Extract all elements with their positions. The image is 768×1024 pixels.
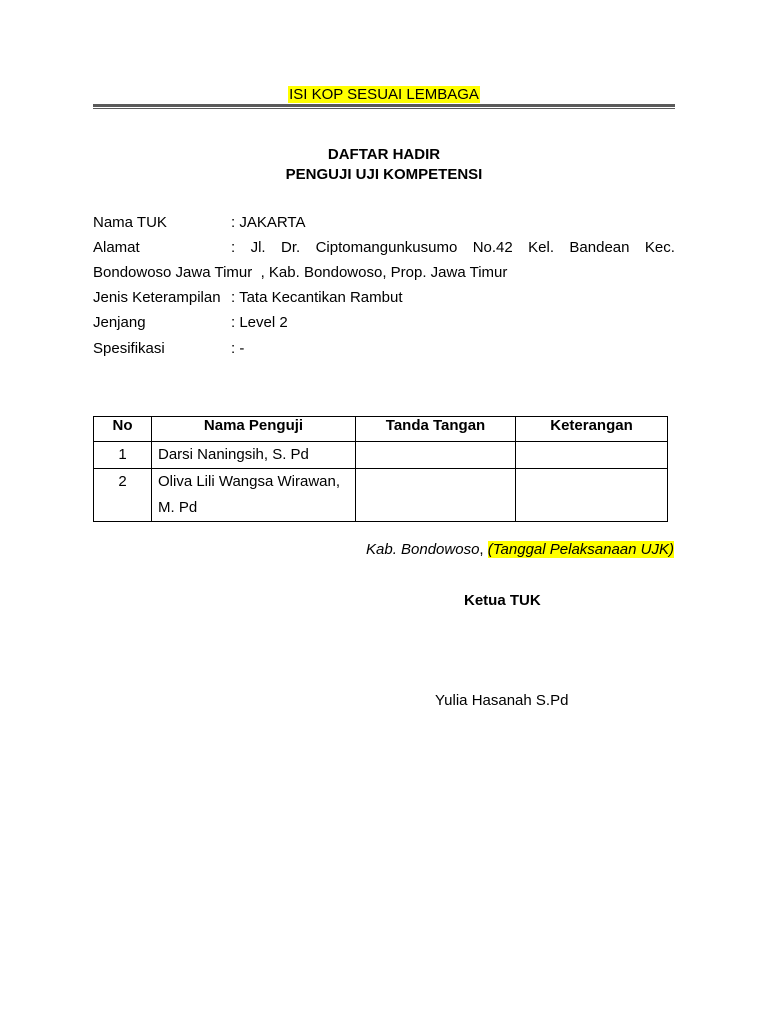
address-word: : (231, 239, 236, 256)
document-subtitle: PENGUJI UJI KOMPETENSI (285, 166, 483, 183)
signatory-role: Ketua TUK (464, 592, 541, 609)
spec-label: Spesifikasi (93, 340, 165, 357)
document-title: DAFTAR HADIR (327, 146, 441, 163)
letterhead-rule-thick (93, 104, 675, 107)
address-line-2: Bondowoso Jawa Timur , Kab. Bondowoso, Prop. Jawa Timur (93, 264, 508, 281)
cell-no: 1 (94, 442, 152, 469)
address-line-1 (231, 239, 675, 256)
spec-value: : - (231, 340, 245, 357)
cell-note (516, 469, 668, 522)
address-word: Kel. (528, 239, 555, 256)
col-header-no: No (94, 417, 152, 442)
level-value: : Level 2 (231, 314, 288, 331)
col-header-name: Nama Penguji (152, 417, 356, 442)
col-header-signature: Tanda Tangan (356, 417, 516, 442)
skill-label: Jenis Keterampilan (93, 289, 221, 306)
table-header-row (94, 417, 668, 442)
table-row (94, 442, 668, 469)
attendance-table (93, 416, 668, 522)
tuk-value: : JAKARTA (231, 214, 306, 231)
cell-name: Oliva Lili Wangsa Wirawan, M. Pd (152, 469, 356, 522)
letterhead (0, 86, 768, 103)
place-separator: , (479, 541, 488, 558)
address-label: Alamat (93, 239, 140, 256)
address-word: No.42 (472, 239, 513, 256)
address-word: Bandean (569, 239, 630, 256)
letterhead-placeholder: ISI KOP SESUAI LEMBAGA (289, 86, 479, 103)
address-word: Ciptomangunkusumo (315, 239, 458, 256)
level-label: Jenjang (93, 314, 146, 331)
address-word: Kec. (644, 239, 675, 256)
signatory-name: Yulia Hasanah S.Pd (435, 692, 569, 709)
tuk-label: Nama TUK (93, 214, 167, 231)
skill-value: : Tata Kecantikan Rambut (231, 289, 403, 306)
place-date-line (366, 541, 674, 558)
cell-name: Darsi Naningsih, S. Pd (152, 442, 356, 469)
date-placeholder: (Tanggal Pelaksanaan UJK) (487, 541, 674, 558)
address-word: Dr. (280, 239, 301, 256)
address-word: Jl. (250, 239, 266, 256)
info-row-address (93, 239, 675, 261)
letterhead-rule-thin (93, 108, 675, 109)
cell-no: 2 (94, 469, 152, 522)
col-header-note: Keterangan (516, 417, 668, 442)
place-name: Kab. Bondowoso (366, 541, 480, 558)
cell-signature (356, 469, 516, 522)
cell-note (516, 442, 668, 469)
cell-signature (356, 442, 516, 469)
table-row (94, 469, 668, 522)
